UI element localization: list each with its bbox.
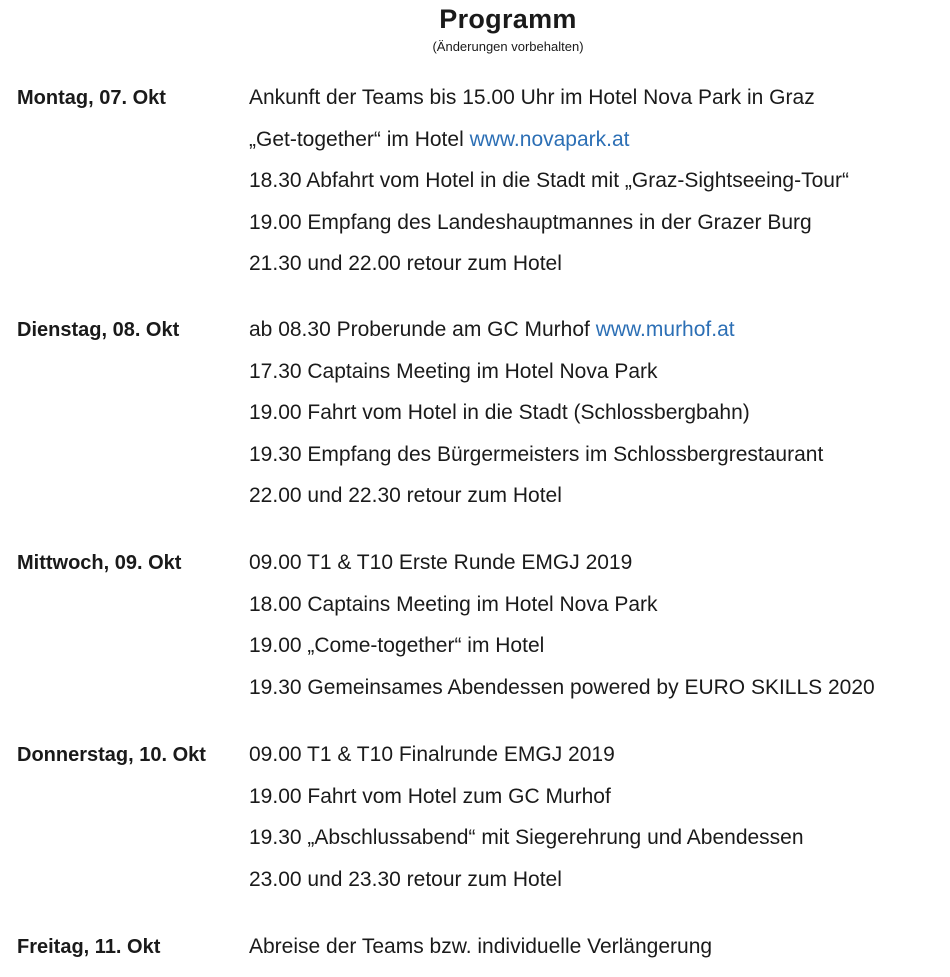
event-text: Ankunft der Teams bis 15.00 Uhr im Hotel Nova Park in Graz: [249, 86, 815, 109]
event-text: 17.30 Captains Meeting im Hotel Nova Park: [249, 359, 658, 383]
page-subtitle: (Änderungen vorbehalten): [432, 39, 584, 54]
page-title: Programm: [439, 4, 577, 34]
event-text: 09.00 T1 & T10 Finalrunde EMGJ 2019: [249, 743, 615, 766]
murhof-link[interactable]: www.murhof.at: [595, 318, 735, 341]
event-item: [249, 593, 875, 635]
event-item: [249, 826, 804, 868]
day-label: Montag, 07. Okt: [17, 87, 166, 109]
event-text: 19.00 Fahrt vom Hotel zum GC Murhof: [249, 784, 611, 808]
event-text: 19.00 Empfang des Landeshauptmannes in der Grazer Burg: [249, 210, 812, 234]
event-item: [249, 785, 804, 827]
event-list: [249, 551, 875, 717]
day-label: Donnerstag, 10. Okt: [17, 744, 206, 766]
event-list: [249, 935, 712, 977]
event-text: „Get-together“ im Hotel: [249, 127, 464, 151]
event-text: 19.30 Gemeinsames Abendessen powered by EURO SKILLS 2020: [249, 675, 875, 699]
event-text: 22.00 und 22.30 retour zum Hotel: [249, 484, 562, 507]
event-item: [249, 443, 823, 485]
event-text: 21.30 und 22.00 retour zum Hotel: [249, 252, 562, 275]
event-text: 19.30 „Abschlussabend“ mit Siegerehrung und Abendessen: [249, 826, 804, 849]
event-text: 19.00 Fahrt vom Hotel in die Stadt (Schlossbergbahn): [249, 401, 750, 424]
event-item: [249, 743, 804, 785]
event-item: [249, 211, 849, 253]
day-label: Freitag, 11. Okt: [17, 936, 161, 958]
event-item: [249, 169, 849, 211]
event-text: 19.00 „Come-together“ im Hotel: [249, 634, 545, 657]
event-text: 23.00 und 23.30 retour zum Hotel: [249, 867, 562, 891]
event-item: [249, 551, 875, 593]
event-item: [249, 484, 823, 526]
event-item: [249, 634, 875, 676]
event-item: [249, 128, 849, 170]
event-item: [249, 318, 823, 360]
event-list: [249, 318, 823, 526]
novapark-link[interactable]: www.novapark.at: [469, 127, 630, 151]
event-item: [249, 868, 804, 910]
event-text: Abreise der Teams bzw. individuelle Verlängerung: [249, 935, 713, 958]
event-item: [249, 676, 875, 718]
event-text: 18.00 Captains Meeting im Hotel Nova Park: [249, 592, 658, 616]
event-text: ab 08.30 Proberunde am GC Murhof: [249, 318, 590, 341]
event-item: [249, 252, 849, 294]
day-label: Mittwoch, 09. Okt: [17, 552, 182, 574]
event-item: [249, 935, 712, 977]
event-item: [249, 401, 823, 443]
event-text: 19.30 Empfang des Bürgermeisters im Schlossbergrestaurant: [249, 442, 824, 466]
event-list: [249, 86, 849, 294]
event-text: 09.00 T1 & T10 Erste Runde EMGJ 2019: [249, 551, 633, 574]
event-list: [249, 743, 804, 909]
event-text: 18.30 Abfahrt vom Hotel in die Stadt mit „Graz-Sightseeing-Tour“: [249, 169, 849, 192]
event-item: [249, 86, 849, 128]
day-label: Dienstag, 08. Okt: [17, 319, 180, 341]
event-item: [249, 360, 823, 402]
